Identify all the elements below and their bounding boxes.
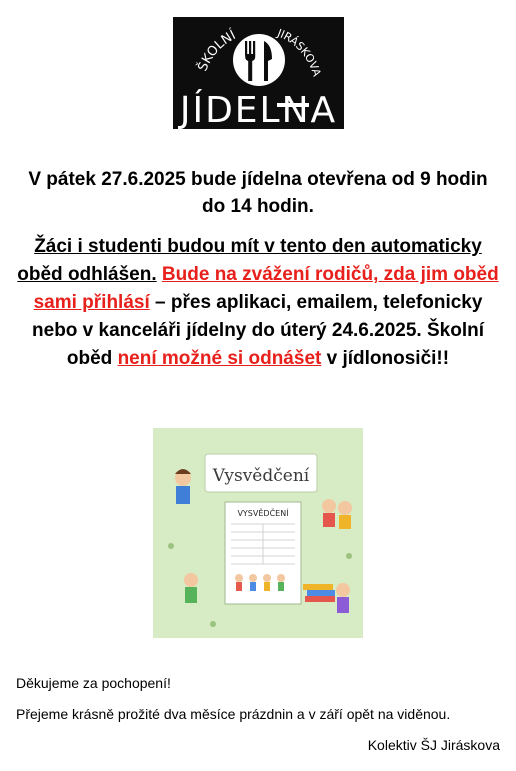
fork-knife-icon [233,34,285,86]
footer-thanks: Děkujeme za pochopení! [16,675,171,691]
right-children-drawing [322,499,352,529]
cover-title-text: Vysvědčení [212,466,310,486]
bottom-left-child-drawing [184,573,198,603]
announcement-lunch-info [16,233,500,373]
footer-wish: Přejeme krásně prožité dva měsíce prázdnin a v září opět na viděnou. [16,706,451,722]
announcement-unsubscribed-text: Žáci i studenti budou mít v tento den automaticky oběd odhlášen. [17,236,482,285]
document-title-text: VYSVĚDČENÍ [237,509,289,518]
announcement-opening-hours: V pátek 27.6.2025 bude jídelna otevřena od 9 hodin do 14 hodin. [28,169,488,217]
footer-signature: Kolektiv ŠJ Jiráskova [367,737,500,753]
logo-main-text: JÍDELNA [179,90,338,131]
announcement-parents-decision-text: Bude na zvážení rodičů, zda jim oběd sami přihlásí [33,264,499,313]
left-child-drawing [175,469,191,504]
announcement-container-text: v jídlonosiči!! [321,348,450,369]
report-card-illustration [153,428,363,638]
announcement-contact-options-text: – přes aplikaci, emailem, telefonicky nebo v kanceláři jídelny do úterý 24.6.2025. Školní oběd [32,292,484,369]
school-canteen-logo [173,17,344,129]
logo-left-arc-text: ŠKOLNÍ [195,27,239,74]
announcement-no-takeaway-text: není možné si odnášet [117,348,322,369]
logo-right-arc-text: JIRÁSKOVA [275,26,324,78]
child-with-books-drawing [303,583,350,613]
